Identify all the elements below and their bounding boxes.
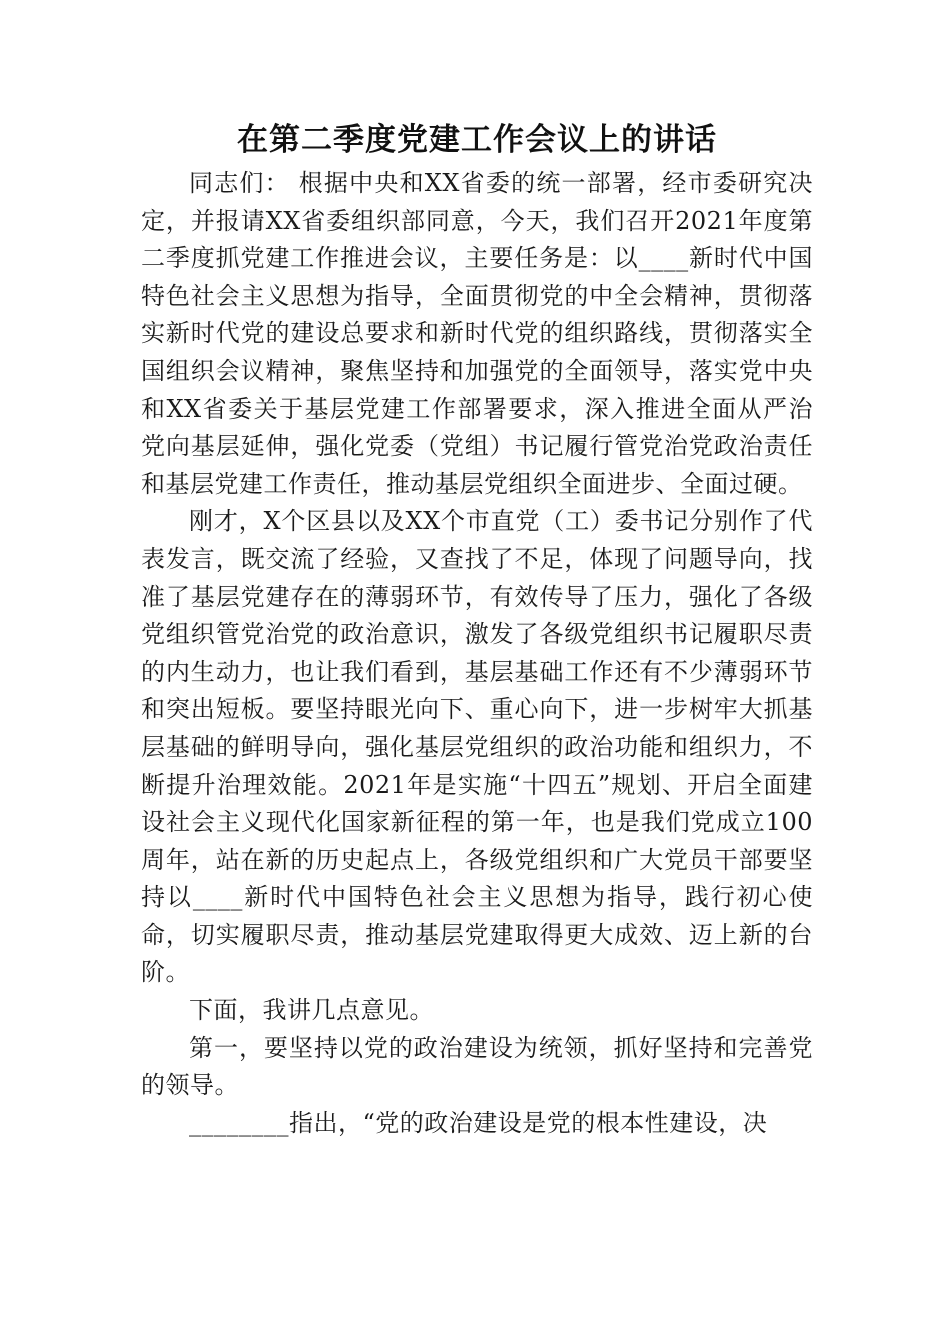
document-page (141, 118, 813, 1142)
paragraph-review: 刚才，X个区县以及XX个市直党（工）委书记分别作了代表发言，既交流了经验，又查找了不足，体现了问题导向，找准了基层党建存在的薄弱环节，有效传导了压力，强化了各级党组织管党治党的政治意识，激发了各级党组织书记履职尽责的内生动力，也让我们看到，基层基础工作还有不少薄弱环节和突出短板。要坚持眼光向下、重心向下，进一步树牢大抓基层基础的鲜明导向，强化基层党组织的政治功能和组织力，不断提升治理效能。2021年是实施“十四五”规划、开启全面建设社会主义现代化国家新征程的第一年，也是我们党成立100周年，站在新的历史起点上，各级党组织和广大党员干部要坚持以____新时代中国特色社会主义思想为指导，践行初心使命，切实履职尽责，推动基层党建取得更大成效、迈上新的台阶。 (141, 507, 813, 987)
paragraph-intro-points: 下面，我讲几点意见。 (189, 996, 434, 1025)
paragraph-quote: ________指出，“党的政治建设是党的根本性建设，决 (189, 1108, 768, 1137)
paragraph-opening: 同志们： 根据中央和XX省委的统一部署，经市委研究决定，并报请XX省委组织部同意，今天，我们召开2021年度第二季度抓党建工作推进会议，主要任务是：以____新时代中国特色社会主义思想为指导，全面贯彻党的中全会精神，贯彻落实新时代党的建设总要求和新时代党的组织路线，贯彻落实全国组织会议精神，聚焦坚持和加强党的全面领导，落实党中央和XX省委关于基层党建工作部署要求，深入推进全面从严治党向基层延伸，强化党委（党组）书记履行管党治党政治责任和基层党建工作责任，推动基层党组织全面进步、全面过硬。 (141, 169, 813, 498)
paragraph-point-one: 第一，要坚持以党的政治建设为统领，抓好坚持和完善党的领导。 (141, 1033, 813, 1100)
document-title: 在第二季度党建工作会议上的讲话 (237, 122, 717, 158)
